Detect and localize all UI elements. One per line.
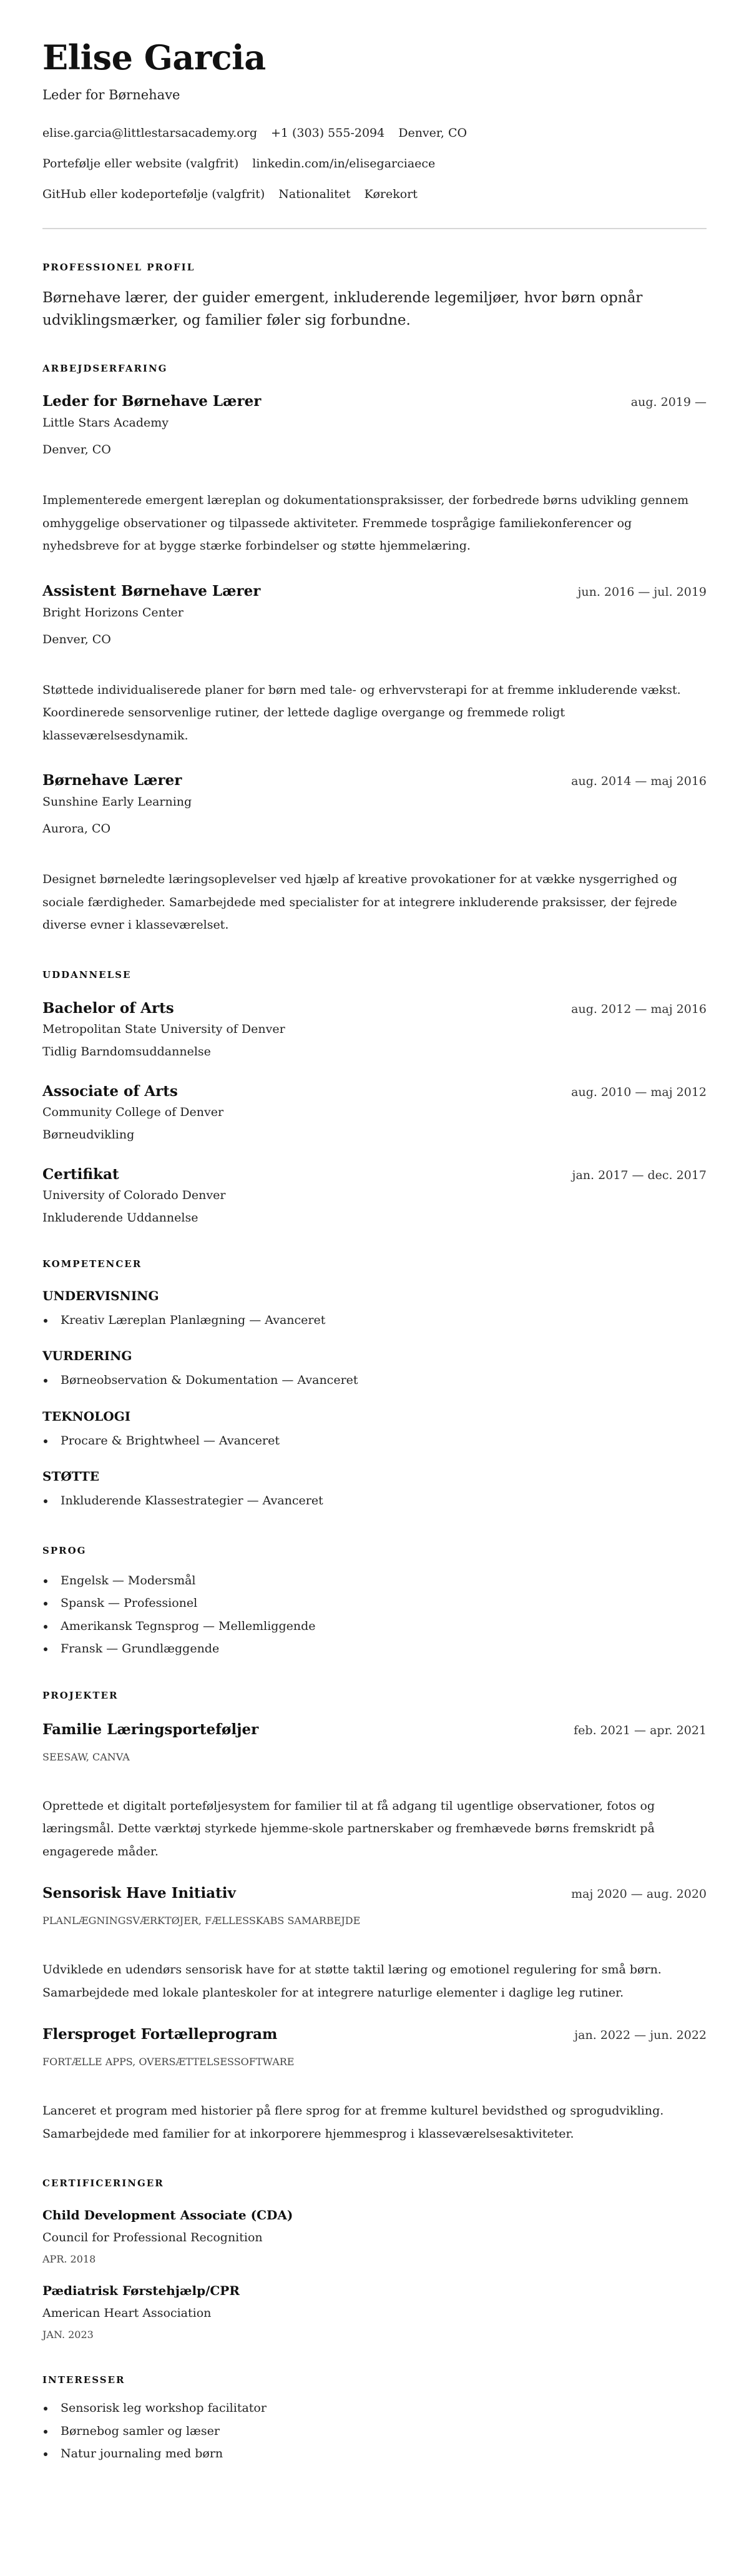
entry-date: jun. 2016 — jul. 2019 [577, 585, 707, 599]
company-name: Bright Horizons Center [42, 605, 184, 619]
location: Denver, CO [398, 126, 468, 140]
education-item [42, 999, 707, 1061]
interest-item: Natur journaling med børn [42, 2442, 707, 2465]
section-heading-certifications: CERTIFICERINGER [42, 2178, 164, 2189]
skill-list [42, 1429, 707, 1453]
contact-row [42, 124, 707, 142]
certification-issuer: Council for Professional Recognition [42, 2231, 263, 2244]
contact-row [42, 185, 707, 204]
section-heading-languages: SPROG [42, 1544, 87, 1556]
experience-item [42, 581, 707, 748]
language-item: Engelsk — Modersmål [42, 1569, 707, 1592]
entry-header [42, 581, 707, 602]
skill-list [42, 1369, 707, 1392]
language-item: Spansk — Professionel [42, 1592, 707, 1615]
entry-title: Børnehave Lærer [42, 772, 182, 789]
interest-item: Børnebog samler og læser [42, 2420, 707, 2443]
nationality: Nationalitet [278, 187, 351, 201]
section-heading-education: UDDANNELSE [42, 969, 132, 980]
skill-item: Børneobservation & Dokumentation — Avanceret [42, 1369, 707, 1392]
certification-date: APR. 2018 [42, 2253, 96, 2265]
field-of-study: Børneudvikling [42, 1127, 135, 1142]
skill-category: VURDERING [42, 1348, 132, 1363]
entry-title: Familie Læringsporteføljer [42, 1720, 259, 1738]
entry-title: Certifikat [42, 1165, 119, 1183]
education-item [42, 1165, 707, 1227]
certification-date: JAN. 2023 [42, 2329, 94, 2341]
company-name: Little Stars Academy [42, 416, 169, 430]
entry-header [42, 392, 707, 412]
job-location: Denver, CO [42, 443, 111, 456]
candidate-title: Leder for Børnehave [42, 87, 180, 102]
skill-category: UNDERVISNING [42, 1288, 159, 1303]
school-name: University of Colorado Denver [42, 1188, 226, 1202]
certification-title: Pædiatrisk Førstehjælp/CPR [42, 2283, 240, 2298]
project-description: Oprettede et digitalt porteføljesystem for familier til at få adgang til ugentlige observationer, fotos og læringsmål. Dette værktøj styrkede hjemme-skole partnerskaber og fremhævede børns fremskridt på engagerede måder. [42, 1799, 655, 1858]
entry-date: jan. 2022 — jun. 2022 [574, 2028, 707, 2042]
project-tools: PLANLÆGNINGSVÆRKTØJER, FÆLLESSKABS SAMARBEJDE [42, 1915, 361, 1927]
profile-summary: Børnehave lærer, der guider emergent, inkluderende legemiljøer, hvor børn opnår udviklingsmærker, og familier føler sig forbundne. [42, 290, 643, 328]
entry-header [42, 1082, 707, 1102]
entry-date: aug. 2012 — maj 2016 [571, 1002, 707, 1016]
job-location: Denver, CO [42, 632, 111, 646]
skill-item: Kreativ Læreplan Planlægning — Avanceret [42, 1309, 707, 1332]
project-description: Lanceret et program med historier på flere sprog for at fremme kulturel bevidsthed og sprogudvikling. Samarbejdede med familier for at inkorporere hjemmesprog i klasseværelsesaktiviteter. [42, 2104, 664, 2141]
skill-item: Inkluderende Klassestrategier — Avanceret [42, 1489, 707, 1513]
certification-item [42, 2281, 707, 2342]
entry-date: aug. 2019 — [630, 395, 707, 409]
section-heading-interests: INTERESSER [42, 2374, 125, 2386]
interest-list [42, 2397, 707, 2465]
job-description: Støttede individualiserede planer for børn med tale- og erhvervsterapi for at fremme inkluderende vækst. Koordinerede sensorvenlige rutiner, der lettede daglige overgange og fremmede roligt klasseværelsesdynamik. [42, 683, 681, 743]
job-description: Implementerede emergent læreplan og dokumentationspraksisser, der forbedrede børns udvikling gennem omhyggelige observationer og tilpassede aktiviteter. Fremmede tosprågige familiekonferencer og nyhedsbreve for at bygge stærke forbindelser og støtte hjemmelæring. [42, 493, 689, 553]
entry-date: feb. 2021 — apr. 2021 [574, 1723, 707, 1737]
entry-header [42, 771, 707, 791]
entry-title: Bachelor of Arts [42, 999, 174, 1017]
language-item: Amerikansk Tegnsprog — Mellemliggende [42, 1615, 707, 1638]
contact-row [42, 154, 707, 173]
linkedin-link[interactable]: linkedin.com/in/elisegarciaece [252, 157, 436, 170]
header-divider [42, 228, 707, 229]
skill-list [42, 1489, 707, 1513]
entry-header [42, 1720, 707, 1740]
school-name: Community College of Denver [42, 1105, 224, 1119]
field-of-study: Tidlig Barndomsuddannelse [42, 1044, 211, 1059]
certification-title: Child Development Associate (CDA) [42, 2208, 293, 2223]
skill-item: Procare & Brightwheel — Avanceret [42, 1429, 707, 1453]
job-location: Aurora, CO [42, 822, 111, 836]
phone: +1 (303) 555-2094 [271, 126, 385, 140]
entry-header [42, 1883, 707, 1904]
entry-header [42, 999, 707, 1019]
company-name: Sunshine Early Learning [42, 795, 192, 809]
project-item [42, 2025, 707, 2145]
certification-issuer: American Heart Association [42, 2306, 212, 2320]
entry-title: Assistent Børnehave Lærer [42, 582, 261, 600]
project-tools: SEESAW, CANVA [42, 1750, 130, 1763]
experience-item [42, 392, 707, 558]
entry-date: aug. 2014 — maj 2016 [571, 774, 707, 788]
entry-header [42, 2025, 707, 2045]
entry-title: Leder for Børnehave Lærer [42, 393, 262, 410]
field-of-study: Inkluderende Uddannelse [42, 1210, 198, 1225]
section-heading-skills: KOMPETENCER [42, 1258, 142, 1270]
job-description: Designet børneledte læringsoplevelser ved hjælp af kreative provokationer for at vække nysgerrighed og sociale færdigheder. Samarbejdede med specialister for at integrere inkluderende praksisser, der fejrede diverse evner i klasseværelset. [42, 872, 678, 932]
section-heading-profile: PROFESSIONEL PROFIL [42, 262, 195, 273]
entry-date: maj 2020 — aug. 2020 [571, 1887, 707, 1901]
project-item [42, 1720, 707, 1863]
skill-category: STØTTE [42, 1469, 100, 1484]
project-tools: FORTÆLLE APPS, OVERSÆTTELSESSOFTWARE [42, 2056, 295, 2068]
project-item [42, 1883, 707, 2004]
experience-item [42, 771, 707, 937]
section-heading-experience: ARBEJDSERFARING [42, 363, 168, 374]
skill-list [42, 1309, 707, 1332]
skill-category: TEKNOLOGI [42, 1408, 131, 1424]
candidate-name: Elise Garcia [42, 37, 266, 77]
entry-title: Sensorisk Have Initiativ [42, 1885, 236, 1902]
language-item: Fransk — Grundlæggende [42, 1637, 707, 1661]
certification-item [42, 2206, 707, 2267]
language-list [42, 1569, 707, 1661]
entry-header [42, 1165, 707, 1185]
section-heading-projects: PROJEKTER [42, 1689, 119, 1701]
entry-date: aug. 2010 — maj 2012 [571, 1085, 707, 1099]
resume [0, 37, 749, 2465]
portfolio-link[interactable]: Portefølje eller website (valgfrit) [42, 157, 239, 170]
drivers-license: Kørekort [364, 187, 418, 201]
entry-date: jan. 2017 — dec. 2017 [572, 1168, 707, 1182]
education-item [42, 1082, 707, 1144]
project-description: Udviklede en udendørs sensorisk have for at støtte taktil læring og emotionel regulering for små børn. Samarbejdede med lokale planteskoler for at integrere naturlige elementer i daglige leg rutiner. [42, 1963, 662, 2000]
github-link[interactable]: GitHub eller kodeportefølje (valgfrit) [42, 187, 265, 201]
email-link[interactable]: elise.garcia@littlestarsacademy.org [42, 126, 257, 140]
school-name: Metropolitan State University of Denver [42, 1022, 285, 1036]
entry-title: Associate of Arts [42, 1082, 178, 1100]
interest-item: Sensorisk leg workshop facilitator [42, 2397, 707, 2420]
entry-title: Flersproget Fortælleprogram [42, 2026, 278, 2043]
